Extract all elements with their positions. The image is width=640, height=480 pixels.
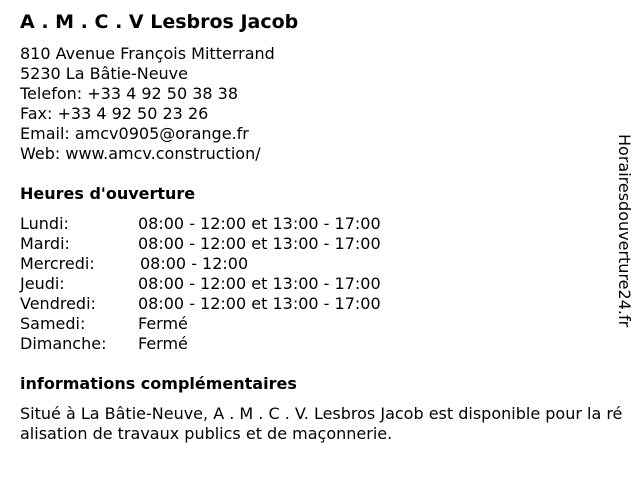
phone-number: Telefon: +33 4 92 50 38 38 (20, 84, 239, 103)
day-label: Vendredi: (20, 294, 96, 313)
contact-block (20, 44, 275, 164)
day-label: Mercredi: (20, 254, 95, 273)
watermark-text: Horairesdouverture24.fr (615, 134, 634, 328)
day-label: Jeudi: (20, 274, 65, 293)
address-city: 5230 La Bâtie-Neuve (20, 64, 188, 83)
day-label: Lundi: (20, 214, 69, 233)
time-value: 08:00 - 12:00 et 13:00 - 17:00 (138, 234, 381, 253)
address-street: 810 Avenue François Mitterrand (20, 44, 275, 63)
info-description: Situé à La Bâtie-Neuve, A . M . C . V. Lesbros Jacob est disponible pour la réalisation de travaux publics et de maçonnerie. (20, 404, 623, 443)
time-value: Fermé (138, 334, 188, 353)
day-label: Mardi: (20, 234, 70, 253)
fax-number: Fax: +33 4 92 50 23 26 (20, 104, 209, 123)
day-label: Samedi: (20, 314, 86, 333)
time-value: 08:00 - 12:00 (140, 254, 249, 273)
business-name: A . M . C . V Lesbros Jacob (20, 11, 299, 33)
time-value: 08:00 - 12:00 et 13:00 - 17:00 (138, 214, 381, 233)
info-heading: informations complémentaires (20, 374, 297, 393)
time-value: 08:00 - 12:00 et 13:00 - 17:00 (138, 274, 381, 293)
hours-heading: Heures d'ouverture (20, 184, 196, 203)
time-value: 08:00 - 12:00 et 13:00 - 17:00 (138, 294, 381, 313)
email-address: Email: amcv0905@orange.fr (20, 124, 249, 143)
time-value: Fermé (138, 314, 188, 333)
day-label: Dimanche: (20, 334, 107, 353)
website-url: Web: www.amcv.construction/ (20, 144, 261, 163)
